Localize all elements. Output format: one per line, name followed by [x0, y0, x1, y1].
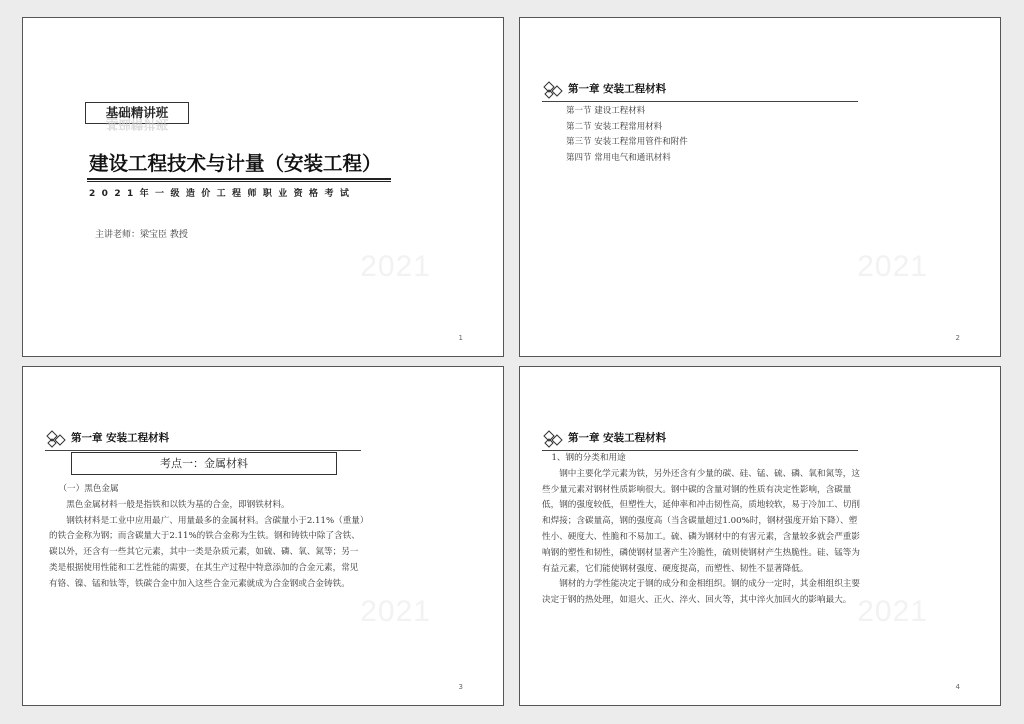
watermark-year: 2021 — [360, 595, 431, 628]
slide-body — [542, 451, 860, 609]
page-number: 2 — [955, 334, 960, 342]
body-heading: 1、钢的分类和用途 — [551, 453, 626, 463]
body-paragraph: 钢铁材料是工业中应用最广、用量最多的金属材料。含碳量小于2.11%（重量）的铁合金称为钢；而含碳量大于2.11%的铁合金称为生铁。钢和铸铁中除了含铁、碳以外，还含有一些其它元素，其中一类是杂质元素，如硫、磷、氧、氮等；另一类是根据使用性能和工艺性能的需要，在其生产过程中特意添加的合金元素，常见有铬、镍、锰和钛等，铁碳合金中加入这些合金元素就成为合金钢或合金铸铁。 — [49, 515, 365, 589]
page-number: 4 — [955, 683, 960, 691]
section-item: 第二节 安装工程常用材料 — [566, 121, 663, 132]
watermark-year: 2021 — [360, 250, 431, 283]
chapter-title: 第一章 安装工程材料 — [568, 432, 667, 444]
section-item: 第三节 安装工程常用管件和附件 — [566, 137, 688, 147]
chapter-title: 第一章 安装工程材料 — [71, 432, 170, 444]
title-divider — [87, 178, 391, 182]
presentation-subtitle: 2021年一级造价工程师职业资格考试 — [89, 189, 356, 199]
diamond-logo-icon — [542, 80, 566, 100]
course-badge-reflection: 基础精讲班 — [105, 117, 169, 132]
chapter-header — [542, 80, 858, 102]
slide-body — [49, 482, 365, 593]
presentation-title: 建设工程技术与计量（安装工程） — [89, 152, 382, 175]
body-paragraph: 黑色金属材料一般是指铁和以铁为基的合金，即钢铁材料。 — [66, 499, 290, 510]
chapter-header — [542, 429, 858, 451]
lecturer-line: 主讲老师：梁宝臣 教授 — [95, 230, 188, 240]
page-number: 3 — [458, 683, 463, 691]
body-paragraph: 钢材的力学性能决定于钢的成分和金相组织。钢的成分一定时，其金相组织主要决定于钢的热处理，如退火、正火、淬火、回火等，其中淬火加回火的影响最大。 — [542, 579, 860, 606]
keypoint-box: 考点一：金属材料 — [71, 452, 337, 475]
watermark-year: 2021 — [857, 250, 928, 283]
section-list — [566, 104, 688, 166]
slide-4 — [519, 366, 1001, 706]
slide-3 — [22, 366, 504, 706]
page-number: 1 — [458, 334, 463, 342]
watermark-year: 2021 — [857, 595, 928, 628]
diamond-logo-icon — [45, 429, 69, 449]
chapter-header — [45, 429, 361, 451]
course-badge: 基础精讲班 — [85, 102, 189, 124]
slide-1 — [22, 17, 504, 357]
section-item: 第四节 常用电气和通讯材料 — [566, 152, 671, 163]
chapter-title: 第一章 安装工程材料 — [568, 83, 667, 95]
diamond-logo-icon — [542, 429, 566, 449]
slide-2 — [519, 17, 1001, 357]
body-heading: （一）黑色金属 — [58, 484, 119, 494]
body-paragraph: 钢中主要化学元素为铁，另外还含有少量的碳、硅、锰、硫、磷、氧和氮等，这些少量元素对钢材性质影响很大。钢中碳的含量对钢的性质有决定性影响，含碳量低，钢的强度较低，但塑性大，延伸率和冲击韧性高，质地较软，易于冷加工、切削和焊接；含碳量高，钢的强度高（当含碳量超过1.00%时，钢材强度开始下降）、塑性小、硬度大、性脆和不易加工。硫、磷为钢材中的有害元素，含量较多就会严重影响钢的塑性和韧性，磷使钢材显著产生冷脆性，硫则使钢材产生热脆性。硅、锰等为有益元素，它们能使钢材强度、硬度提高，而塑性、韧性不显著降低。 — [542, 468, 860, 574]
section-item: 第一节 建设工程材料 — [566, 106, 646, 116]
